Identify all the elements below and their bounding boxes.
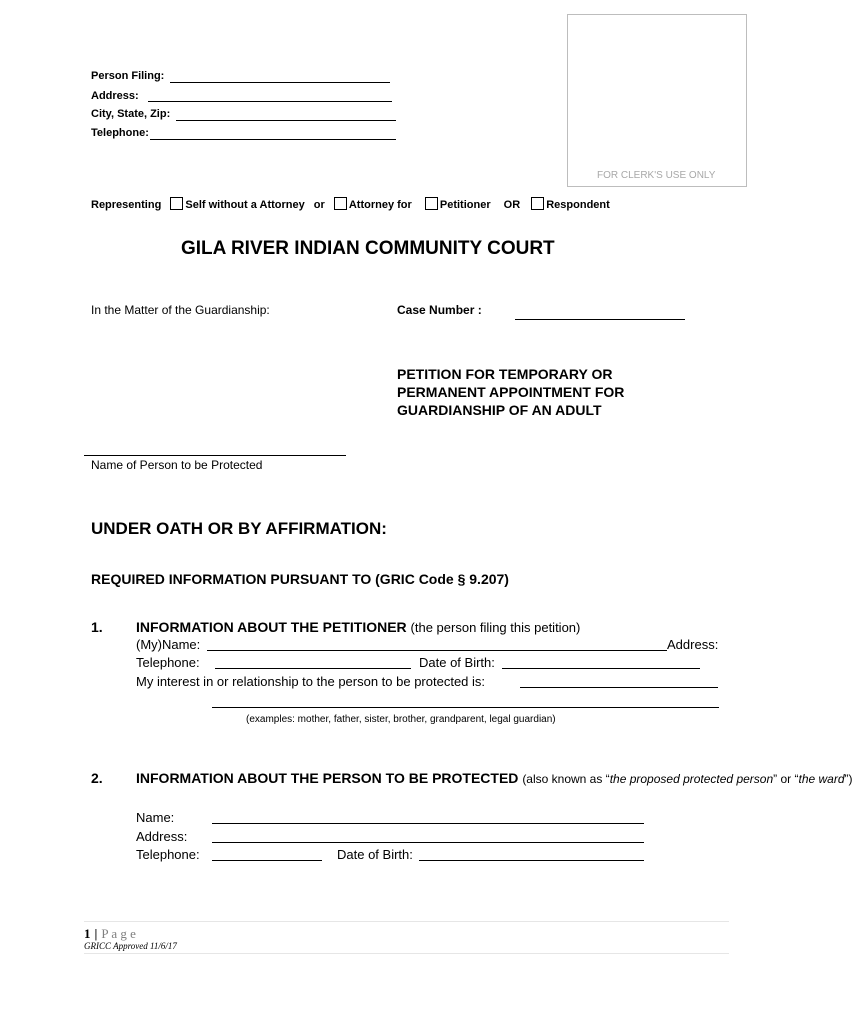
- petitioner-address-label: Address:: [667, 637, 719, 652]
- matter-label: In the Matter of the Guardianship:: [91, 303, 270, 317]
- page-number: 1: [84, 926, 91, 941]
- ward-telephone-label: Telephone:: [136, 847, 200, 862]
- attorney-label: Attorney for: [348, 199, 412, 211]
- petitioner-interest-field-2[interactable]: [212, 707, 719, 708]
- petitioner-label: Petitioner: [439, 199, 491, 211]
- section2-note-italic1: the proposed protected person: [609, 772, 774, 786]
- petition-title-line1: PETITION FOR TEMPORARY OR: [397, 366, 613, 382]
- section2-heading: INFORMATION ABOUT THE PERSON TO BE PROTECTED: [136, 770, 519, 786]
- ward-address-label: Address:: [136, 829, 188, 844]
- section1-number: 1.: [91, 619, 103, 635]
- petitioner-dob-field[interactable]: [502, 668, 700, 669]
- section1-heading: INFORMATION ABOUT THE PETITIONER: [136, 619, 407, 635]
- section2-heading-row: [136, 770, 853, 786]
- or-text-1: or: [313, 199, 325, 211]
- ward-name-field[interactable]: [212, 823, 644, 824]
- ward-name-label: Name:: [136, 810, 175, 825]
- city-state-zip-field[interactable]: [176, 120, 396, 121]
- petitioner-checkbox[interactable]: [425, 197, 438, 210]
- approved-note: GRICC Approved 11/6/17: [84, 941, 177, 951]
- page-word: P a g e: [101, 926, 136, 941]
- footer-rule-top: [84, 921, 729, 922]
- or-text-2: OR: [503, 199, 521, 211]
- required-info-heading: REQUIRED INFORMATION PURSUANT TO (GRIC Code § 9.207): [91, 571, 509, 587]
- representing-label: Representing: [91, 199, 162, 211]
- attorney-checkbox[interactable]: [334, 197, 347, 210]
- telephone-label: Telephone:: [91, 127, 149, 139]
- petitioner-dob-label: Date of Birth:: [419, 655, 495, 670]
- address-label: Address:: [91, 90, 139, 102]
- oath-heading: UNDER OATH OR BY AFFIRMATION:: [91, 519, 387, 538]
- petition-title-line3: GUARDIANSHIP OF AN ADULT: [397, 402, 602, 418]
- ward-dob-label: Date of Birth:: [337, 847, 413, 862]
- petitioner-telephone-field[interactable]: [215, 668, 411, 669]
- clerk-use-label: FOR CLERK'S USE ONLY: [597, 170, 716, 181]
- section2-note-mid: ” or “: [773, 772, 799, 786]
- respondent-checkbox[interactable]: [531, 197, 544, 210]
- protected-name-field[interactable]: [84, 455, 346, 456]
- person-filing-field[interactable]: [170, 82, 390, 83]
- clerk-use-box: [567, 14, 747, 187]
- section2-note-suffix: ”): [844, 772, 853, 786]
- protected-name-label: Name of Person to be Protected: [91, 458, 263, 472]
- footer-rule-bottom: [84, 953, 729, 954]
- person-filing-label: Person Filing:: [91, 70, 165, 82]
- telephone-field[interactable]: [150, 139, 396, 140]
- case-number-label: Case Number :: [397, 303, 482, 317]
- address-field[interactable]: [148, 101, 392, 102]
- examples-note: (examples: mother, father, sister, brother, grandparent, legal guardian): [246, 714, 556, 725]
- city-state-zip-label: City, State, Zip:: [91, 108, 171, 120]
- section2-number: 2.: [91, 770, 103, 786]
- petition-title-line2: PERMANENT APPOINTMENT FOR: [397, 384, 625, 400]
- section2-note-italic2: the ward: [798, 772, 845, 786]
- case-number-field[interactable]: [515, 319, 685, 320]
- representing-row: [91, 197, 610, 211]
- ward-dob-field[interactable]: [419, 860, 644, 861]
- petitioner-interest-label: My interest in or relationship to the person to be protected is:: [136, 674, 486, 689]
- court-title: GILA RIVER INDIAN COMMUNITY COURT: [181, 238, 555, 259]
- page-separator: |: [94, 926, 98, 941]
- petitioner-interest-field[interactable]: [520, 687, 718, 688]
- ward-address-field[interactable]: [212, 842, 644, 843]
- section1-heading-row: [136, 619, 580, 635]
- petitioner-name-field[interactable]: [207, 650, 667, 651]
- ward-telephone-field[interactable]: [212, 860, 322, 861]
- petitioner-telephone-label: Telephone:: [136, 655, 200, 670]
- self-checkbox[interactable]: [170, 197, 183, 210]
- petitioner-name-label: (My)Name:: [136, 637, 201, 652]
- section1-heading-note: (the person filing this petition): [410, 620, 581, 635]
- section2-note-prefix: (also known as “: [522, 772, 610, 786]
- respondent-label: Respondent: [546, 199, 610, 211]
- self-label: Self without a Attorney: [185, 199, 305, 211]
